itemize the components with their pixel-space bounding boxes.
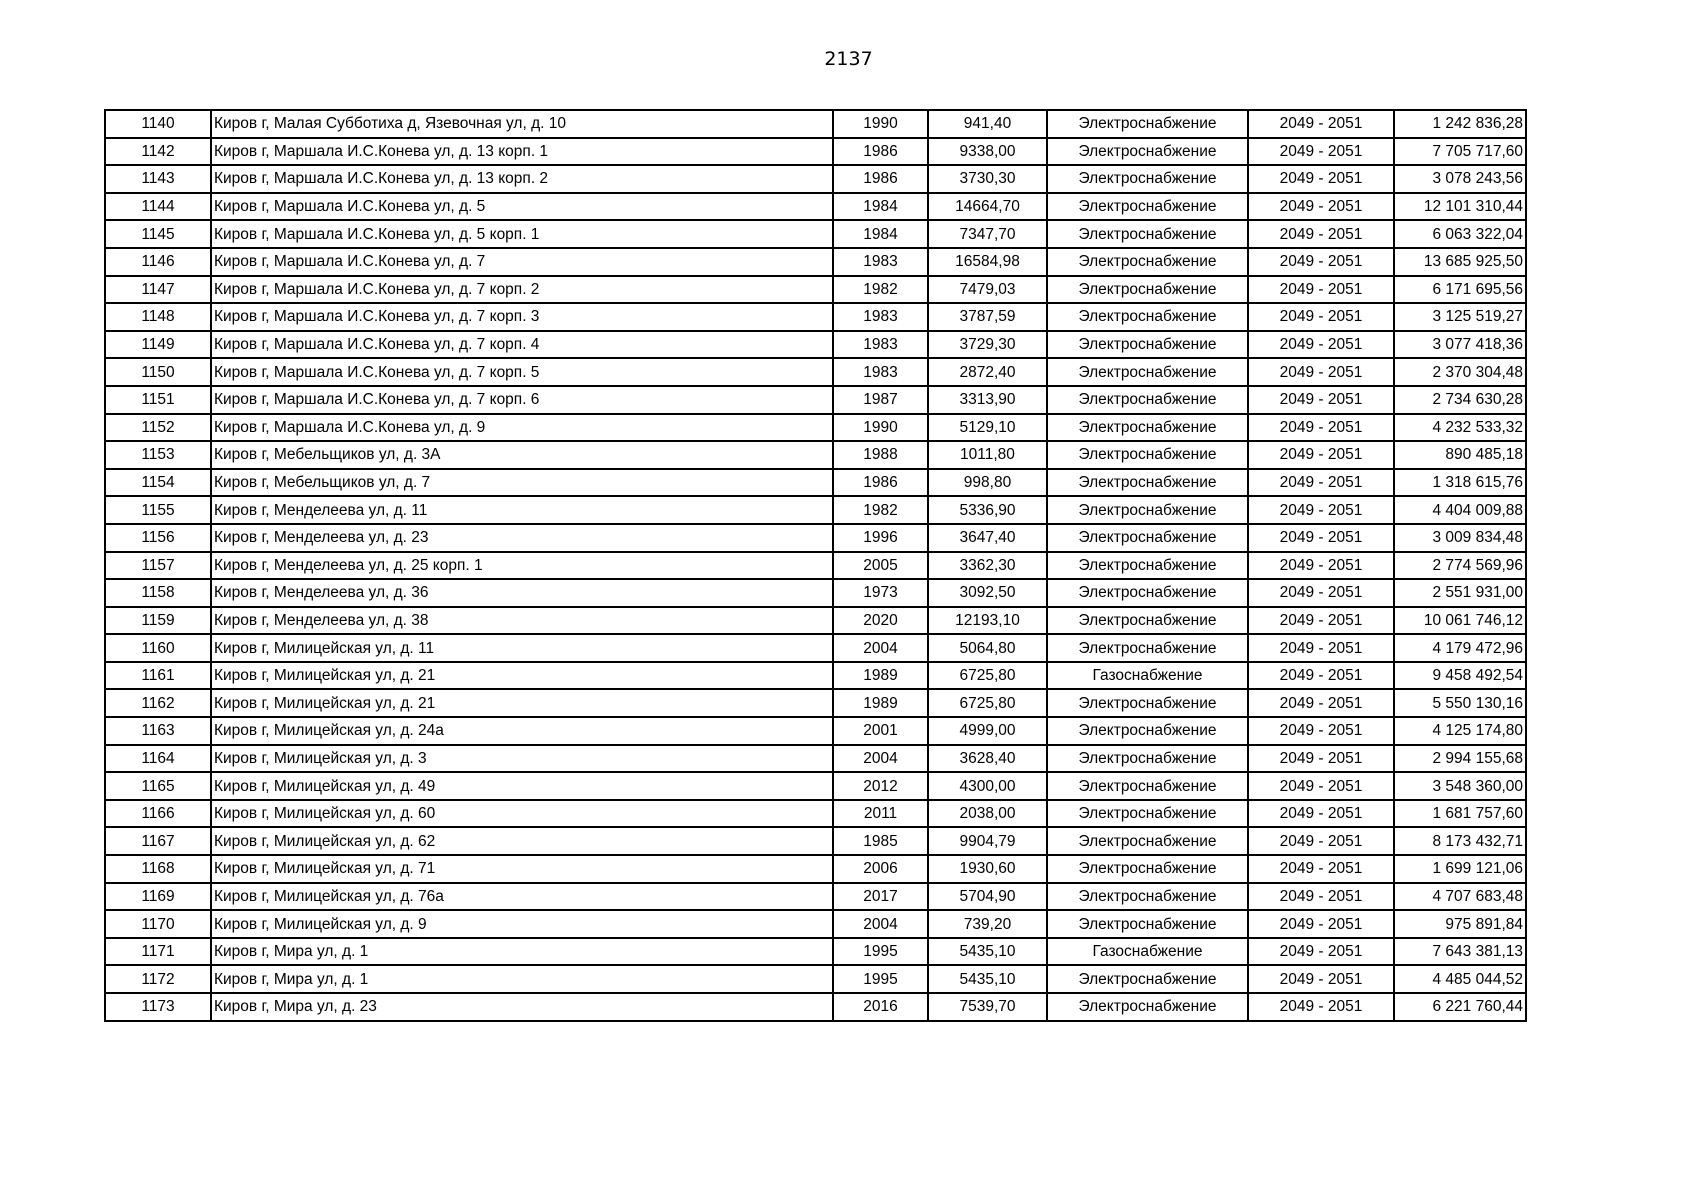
area-cell: 998,80	[928, 469, 1047, 497]
area-cell: 5129,10	[928, 414, 1047, 442]
row-number-cell: 1144	[105, 193, 211, 221]
cost-cell: 1 242 836,28	[1394, 110, 1526, 138]
table-row	[105, 800, 1526, 828]
table-row	[105, 745, 1526, 773]
address-cell: Киров г, Мебельщиков ул, д. 3А	[211, 441, 833, 469]
year-cell: 1987	[833, 386, 928, 414]
address-cell: Киров г, Маршала И.С.Конева ул, д. 5	[211, 193, 833, 221]
period-cell: 2049 - 2051	[1248, 717, 1394, 745]
area-cell: 1011,80	[928, 441, 1047, 469]
cost-cell: 4 232 533,32	[1394, 414, 1526, 442]
address-cell: Киров г, Маршала И.С.Конева ул, д. 7	[211, 248, 833, 276]
service-cell: Электроснабжение	[1047, 579, 1248, 607]
table-row	[105, 276, 1526, 304]
row-number-cell: 1165	[105, 772, 211, 800]
service-cell: Электроснабжение	[1047, 883, 1248, 911]
service-cell: Электроснабжение	[1047, 303, 1248, 331]
table-row	[105, 414, 1526, 442]
row-number-cell: 1142	[105, 138, 211, 166]
period-cell: 2049 - 2051	[1248, 303, 1394, 331]
period-cell: 2049 - 2051	[1248, 248, 1394, 276]
area-cell: 9904,79	[928, 827, 1047, 855]
address-cell: Киров г, Милицейская ул, д. 76а	[211, 883, 833, 911]
address-cell: Киров г, Маршала И.С.Конева ул, д. 9	[211, 414, 833, 442]
service-cell: Газоснабжение	[1047, 662, 1248, 690]
table-row	[105, 579, 1526, 607]
year-cell: 1982	[833, 496, 928, 524]
period-cell: 2049 - 2051	[1248, 634, 1394, 662]
service-cell: Электроснабжение	[1047, 358, 1248, 386]
area-cell: 9338,00	[928, 138, 1047, 166]
year-cell: 1983	[833, 303, 928, 331]
cost-cell: 4 485 044,52	[1394, 965, 1526, 993]
service-cell: Электроснабжение	[1047, 800, 1248, 828]
row-number-cell: 1154	[105, 469, 211, 497]
area-cell: 12193,10	[928, 607, 1047, 635]
cost-cell: 12 101 310,44	[1394, 193, 1526, 221]
year-cell: 2005	[833, 552, 928, 580]
area-cell: 3730,30	[928, 165, 1047, 193]
cost-cell: 4 707 683,48	[1394, 883, 1526, 911]
table-row	[105, 883, 1526, 911]
table-row	[105, 220, 1526, 248]
area-cell: 2038,00	[928, 800, 1047, 828]
year-cell: 1984	[833, 220, 928, 248]
page-number: 2137	[824, 48, 873, 70]
address-cell: Киров г, Маршала И.С.Конева ул, д. 7 корп. 4	[211, 331, 833, 359]
period-cell: 2049 - 2051	[1248, 138, 1394, 166]
cost-cell: 8 173 432,71	[1394, 827, 1526, 855]
year-cell: 1986	[833, 138, 928, 166]
area-cell: 3628,40	[928, 745, 1047, 773]
registry-table-body	[105, 110, 1526, 1021]
year-cell: 2020	[833, 607, 928, 635]
address-cell: Киров г, Маршала И.С.Конева ул, д. 7 корп. 6	[211, 386, 833, 414]
cost-cell: 6 171 695,56	[1394, 276, 1526, 304]
year-cell: 1996	[833, 524, 928, 552]
table-row	[105, 110, 1526, 138]
period-cell: 2049 - 2051	[1248, 689, 1394, 717]
cost-cell: 3 009 834,48	[1394, 524, 1526, 552]
cost-cell: 975 891,84	[1394, 910, 1526, 938]
service-cell: Электроснабжение	[1047, 496, 1248, 524]
area-cell: 3647,40	[928, 524, 1047, 552]
address-cell: Киров г, Мира ул, д. 1	[211, 938, 833, 966]
area-cell: 5336,90	[928, 496, 1047, 524]
service-cell: Электроснабжение	[1047, 110, 1248, 138]
table-row	[105, 910, 1526, 938]
row-number-cell: 1160	[105, 634, 211, 662]
row-number-cell: 1163	[105, 717, 211, 745]
year-cell: 1983	[833, 358, 928, 386]
service-cell: Электроснабжение	[1047, 552, 1248, 580]
row-number-cell: 1162	[105, 689, 211, 717]
address-cell: Киров г, Милицейская ул, д. 62	[211, 827, 833, 855]
address-cell: Киров г, Менделеева ул, д. 38	[211, 607, 833, 635]
period-cell: 2049 - 2051	[1248, 110, 1394, 138]
address-cell: Киров г, Маршала И.С.Конева ул, д. 7 корп. 2	[211, 276, 833, 304]
table-row	[105, 938, 1526, 966]
address-cell: Киров г, Маршала И.С.Конева ул, д. 7 корп. 3	[211, 303, 833, 331]
table-row	[105, 634, 1526, 662]
area-cell: 5704,90	[928, 883, 1047, 911]
row-number-cell: 1172	[105, 965, 211, 993]
area-cell: 3313,90	[928, 386, 1047, 414]
address-cell: Киров г, Мира ул, д. 23	[211, 993, 833, 1021]
cost-cell: 5 550 130,16	[1394, 689, 1526, 717]
year-cell: 1988	[833, 441, 928, 469]
year-cell: 2012	[833, 772, 928, 800]
row-number-cell: 1156	[105, 524, 211, 552]
service-cell: Электроснабжение	[1047, 634, 1248, 662]
row-number-cell: 1146	[105, 248, 211, 276]
cost-cell: 13 685 925,50	[1394, 248, 1526, 276]
row-number-cell: 1158	[105, 579, 211, 607]
table-row	[105, 193, 1526, 221]
service-cell: Газоснабжение	[1047, 938, 1248, 966]
area-cell: 4999,00	[928, 717, 1047, 745]
row-number-cell: 1151	[105, 386, 211, 414]
cost-cell: 2 994 155,68	[1394, 745, 1526, 773]
address-cell: Киров г, Милицейская ул, д. 60	[211, 800, 833, 828]
cost-cell: 2 734 630,28	[1394, 386, 1526, 414]
area-cell: 6725,80	[928, 689, 1047, 717]
service-cell: Электроснабжение	[1047, 138, 1248, 166]
row-number-cell: 1169	[105, 883, 211, 911]
area-cell: 739,20	[928, 910, 1047, 938]
row-number-cell: 1148	[105, 303, 211, 331]
cost-cell: 3 077 418,36	[1394, 331, 1526, 359]
period-cell: 2049 - 2051	[1248, 165, 1394, 193]
cost-cell: 4 125 174,80	[1394, 717, 1526, 745]
address-cell: Киров г, Милицейская ул, д. 21	[211, 662, 833, 690]
year-cell: 2001	[833, 717, 928, 745]
area-cell: 5064,80	[928, 634, 1047, 662]
year-cell: 2004	[833, 910, 928, 938]
address-cell: Киров г, Милицейская ул, д. 49	[211, 772, 833, 800]
service-cell: Электроснабжение	[1047, 414, 1248, 442]
row-number-cell: 1152	[105, 414, 211, 442]
service-cell: Электроснабжение	[1047, 331, 1248, 359]
period-cell: 2049 - 2051	[1248, 441, 1394, 469]
area-cell: 7479,03	[928, 276, 1047, 304]
year-cell: 1985	[833, 827, 928, 855]
row-number-cell: 1143	[105, 165, 211, 193]
year-cell: 2016	[833, 993, 928, 1021]
table-row	[105, 607, 1526, 635]
period-cell: 2049 - 2051	[1248, 220, 1394, 248]
year-cell: 1989	[833, 662, 928, 690]
address-cell: Киров г, Мира ул, д. 1	[211, 965, 833, 993]
service-cell: Электроснабжение	[1047, 386, 1248, 414]
area-cell: 7539,70	[928, 993, 1047, 1021]
row-number-cell: 1173	[105, 993, 211, 1021]
period-cell: 2049 - 2051	[1248, 579, 1394, 607]
cost-cell: 1 318 615,76	[1394, 469, 1526, 497]
year-cell: 2011	[833, 800, 928, 828]
area-cell: 3092,50	[928, 579, 1047, 607]
service-cell: Электроснабжение	[1047, 165, 1248, 193]
cost-cell: 2 774 569,96	[1394, 552, 1526, 580]
table-row	[105, 993, 1526, 1021]
address-cell: Киров г, Милицейская ул, д. 9	[211, 910, 833, 938]
service-cell: Электроснабжение	[1047, 469, 1248, 497]
area-cell: 7347,70	[928, 220, 1047, 248]
period-cell: 2049 - 2051	[1248, 772, 1394, 800]
area-cell: 3362,30	[928, 552, 1047, 580]
table-row	[105, 331, 1526, 359]
service-cell: Электроснабжение	[1047, 193, 1248, 221]
table-row	[105, 165, 1526, 193]
service-cell: Электроснабжение	[1047, 717, 1248, 745]
address-cell: Киров г, Милицейская ул, д. 24а	[211, 717, 833, 745]
row-number-cell: 1168	[105, 855, 211, 883]
year-cell: 2017	[833, 883, 928, 911]
period-cell: 2049 - 2051	[1248, 414, 1394, 442]
cost-cell: 1 681 757,60	[1394, 800, 1526, 828]
period-cell: 2049 - 2051	[1248, 524, 1394, 552]
table-row	[105, 386, 1526, 414]
row-number-cell: 1149	[105, 331, 211, 359]
address-cell: Киров г, Маршала И.С.Конева ул, д. 7 корп. 5	[211, 358, 833, 386]
address-cell: Киров г, Маршала И.С.Конева ул, д. 13 корп. 1	[211, 138, 833, 166]
address-cell: Киров г, Маршала И.С.Конева ул, д. 5 корп. 1	[211, 220, 833, 248]
period-cell: 2049 - 2051	[1248, 607, 1394, 635]
service-cell: Электроснабжение	[1047, 910, 1248, 938]
row-number-cell: 1140	[105, 110, 211, 138]
cost-cell: 6 063 322,04	[1394, 220, 1526, 248]
address-cell: Киров г, Менделеева ул, д. 11	[211, 496, 833, 524]
cost-cell: 3 078 243,56	[1394, 165, 1526, 193]
area-cell: 941,40	[928, 110, 1047, 138]
address-cell: Киров г, Мебельщиков ул, д. 7	[211, 469, 833, 497]
year-cell: 1995	[833, 965, 928, 993]
address-cell: Киров г, Менделеева ул, д. 36	[211, 579, 833, 607]
cost-cell: 890 485,18	[1394, 441, 1526, 469]
area-cell: 4300,00	[928, 772, 1047, 800]
service-cell: Электроснабжение	[1047, 827, 1248, 855]
year-cell: 1982	[833, 276, 928, 304]
row-number-cell: 1171	[105, 938, 211, 966]
area-cell: 14664,70	[928, 193, 1047, 221]
area-cell: 6725,80	[928, 662, 1047, 690]
table-row	[105, 524, 1526, 552]
area-cell: 16584,98	[928, 248, 1047, 276]
year-cell: 1983	[833, 331, 928, 359]
period-cell: 2049 - 2051	[1248, 800, 1394, 828]
row-number-cell: 1170	[105, 910, 211, 938]
service-cell: Электроснабжение	[1047, 276, 1248, 304]
row-number-cell: 1155	[105, 496, 211, 524]
address-cell: Киров г, Милицейская ул, д. 21	[211, 689, 833, 717]
year-cell: 1989	[833, 689, 928, 717]
cost-cell: 2 370 304,48	[1394, 358, 1526, 386]
period-cell: 2049 - 2051	[1248, 386, 1394, 414]
row-number-cell: 1159	[105, 607, 211, 635]
address-cell: Киров г, Маршала И.С.Конева ул, д. 13 корп. 2	[211, 165, 833, 193]
period-cell: 2049 - 2051	[1248, 965, 1394, 993]
row-number-cell: 1166	[105, 800, 211, 828]
table-row	[105, 717, 1526, 745]
period-cell: 2049 - 2051	[1248, 469, 1394, 497]
row-number-cell: 1161	[105, 662, 211, 690]
service-cell: Электроснабжение	[1047, 745, 1248, 773]
registry-table	[104, 109, 1527, 1022]
address-cell: Киров г, Менделеева ул, д. 23	[211, 524, 833, 552]
year-cell: 2004	[833, 634, 928, 662]
table-row	[105, 358, 1526, 386]
period-cell: 2049 - 2051	[1248, 855, 1394, 883]
row-number-cell: 1150	[105, 358, 211, 386]
row-number-cell: 1167	[105, 827, 211, 855]
service-cell: Электроснабжение	[1047, 248, 1248, 276]
cost-cell: 3 548 360,00	[1394, 772, 1526, 800]
area-cell: 3729,30	[928, 331, 1047, 359]
period-cell: 2049 - 2051	[1248, 938, 1394, 966]
cost-cell: 2 551 931,00	[1394, 579, 1526, 607]
area-cell: 5435,10	[928, 965, 1047, 993]
service-cell: Электроснабжение	[1047, 855, 1248, 883]
table-row	[105, 772, 1526, 800]
year-cell: 1984	[833, 193, 928, 221]
period-cell: 2049 - 2051	[1248, 193, 1394, 221]
table-row	[105, 965, 1526, 993]
row-number-cell: 1145	[105, 220, 211, 248]
period-cell: 2049 - 2051	[1248, 910, 1394, 938]
service-cell: Электроснабжение	[1047, 993, 1248, 1021]
cost-cell: 6 221 760,44	[1394, 993, 1526, 1021]
period-cell: 2049 - 2051	[1248, 827, 1394, 855]
period-cell: 2049 - 2051	[1248, 552, 1394, 580]
cost-cell: 9 458 492,54	[1394, 662, 1526, 690]
service-cell: Электроснабжение	[1047, 220, 1248, 248]
period-cell: 2049 - 2051	[1248, 745, 1394, 773]
year-cell: 1990	[833, 414, 928, 442]
year-cell: 1986	[833, 469, 928, 497]
year-cell: 1973	[833, 579, 928, 607]
cost-cell: 7 705 717,60	[1394, 138, 1526, 166]
table-row	[105, 689, 1526, 717]
period-cell: 2049 - 2051	[1248, 883, 1394, 911]
period-cell: 2049 - 2051	[1248, 993, 1394, 1021]
service-cell: Электроснабжение	[1047, 524, 1248, 552]
cost-cell: 7 643 381,13	[1394, 938, 1526, 966]
cost-cell: 1 699 121,06	[1394, 855, 1526, 883]
table-row	[105, 827, 1526, 855]
row-number-cell: 1153	[105, 441, 211, 469]
period-cell: 2049 - 2051	[1248, 662, 1394, 690]
address-cell: Киров г, Милицейская ул, д. 71	[211, 855, 833, 883]
year-cell: 1995	[833, 938, 928, 966]
service-cell: Электроснабжение	[1047, 965, 1248, 993]
table-row	[105, 248, 1526, 276]
table-row	[105, 469, 1526, 497]
table-row	[105, 303, 1526, 331]
area-cell: 2872,40	[928, 358, 1047, 386]
table-row	[105, 662, 1526, 690]
address-cell: Киров г, Милицейская ул, д. 11	[211, 634, 833, 662]
table-row	[105, 441, 1526, 469]
period-cell: 2049 - 2051	[1248, 331, 1394, 359]
service-cell: Электроснабжение	[1047, 772, 1248, 800]
area-cell: 1930,60	[928, 855, 1047, 883]
table-row	[105, 855, 1526, 883]
table-row	[105, 496, 1526, 524]
period-cell: 2049 - 2051	[1248, 358, 1394, 386]
period-cell: 2049 - 2051	[1248, 276, 1394, 304]
cost-cell: 4 404 009,88	[1394, 496, 1526, 524]
year-cell: 1986	[833, 165, 928, 193]
table-row	[105, 138, 1526, 166]
area-cell: 5435,10	[928, 938, 1047, 966]
year-cell: 2004	[833, 745, 928, 773]
area-cell: 3787,59	[928, 303, 1047, 331]
year-cell: 1983	[833, 248, 928, 276]
year-cell: 1990	[833, 110, 928, 138]
address-cell: Киров г, Малая Субботиха д, Язевочная ул, д. 10	[211, 110, 833, 138]
row-number-cell: 1164	[105, 745, 211, 773]
service-cell: Электроснабжение	[1047, 441, 1248, 469]
address-cell: Киров г, Милицейская ул, д. 3	[211, 745, 833, 773]
table-row	[105, 552, 1526, 580]
service-cell: Электроснабжение	[1047, 689, 1248, 717]
address-cell: Киров г, Менделеева ул, д. 25 корп. 1	[211, 552, 833, 580]
row-number-cell: 1147	[105, 276, 211, 304]
service-cell: Электроснабжение	[1047, 607, 1248, 635]
row-number-cell: 1157	[105, 552, 211, 580]
year-cell: 2006	[833, 855, 928, 883]
cost-cell: 4 179 472,96	[1394, 634, 1526, 662]
cost-cell: 3 125 519,27	[1394, 303, 1526, 331]
period-cell: 2049 - 2051	[1248, 496, 1394, 524]
cost-cell: 10 061 746,12	[1394, 607, 1526, 635]
